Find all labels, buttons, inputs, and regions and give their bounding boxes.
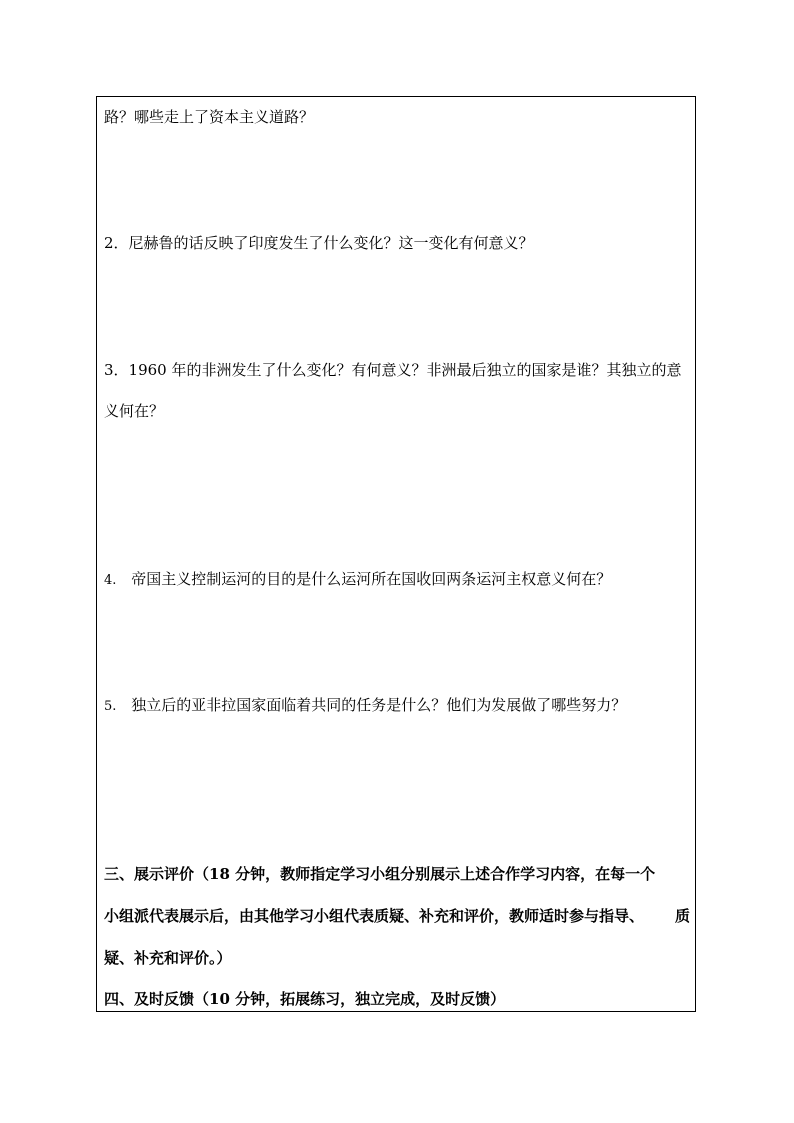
question-2: 2．尼赫鲁的话反映了印度发生了什么变化？这一变化有何意义？ [104, 234, 534, 252]
content-table-cell [96, 96, 696, 1012]
question-1-continuation: 路？哪些走上了资本主义道路？ [104, 108, 315, 126]
question-3-line-1: 3．1960 年的非洲发生了什么变化？有何意义？非洲最后独立的国家是谁？其独立的意 [104, 361, 682, 379]
question-4 [104, 569, 611, 591]
question-5-number: 5. [104, 699, 117, 714]
question-5 [104, 695, 626, 717]
section-3-heading-line-3: 疑、补充和评价。） [104, 949, 232, 967]
section-3-heading-line-2-text: 小组派代表展示后，由其他学习小组代表质疑、补充和评价，教师适时参与指导、 [104, 907, 645, 925]
question-4-text: 帝国主义控制运河的目的是什么运河所在国收回两条运河主权意义何在？ [131, 570, 612, 588]
question-3-line-2: 义何在？ [104, 402, 165, 420]
question-5-text: 独立后的亚非拉国家面临着共同的任务是什么？他们为发展做了哪些努力？ [131, 696, 627, 714]
section-3-heading-line-1: 三、展示评价（18 分钟，教师指定学习小组分别展示上述合作学习内容，在每一个 [104, 865, 656, 883]
section-3-heading-line-2 [104, 906, 690, 926]
section-4-heading: 四、及时反馈（10 分钟，拓展练习，独立完成，及时反馈） [104, 990, 506, 1008]
question-4-number: 4. [104, 573, 117, 588]
section-3-heading-line-2-end: 质 [674, 907, 690, 925]
